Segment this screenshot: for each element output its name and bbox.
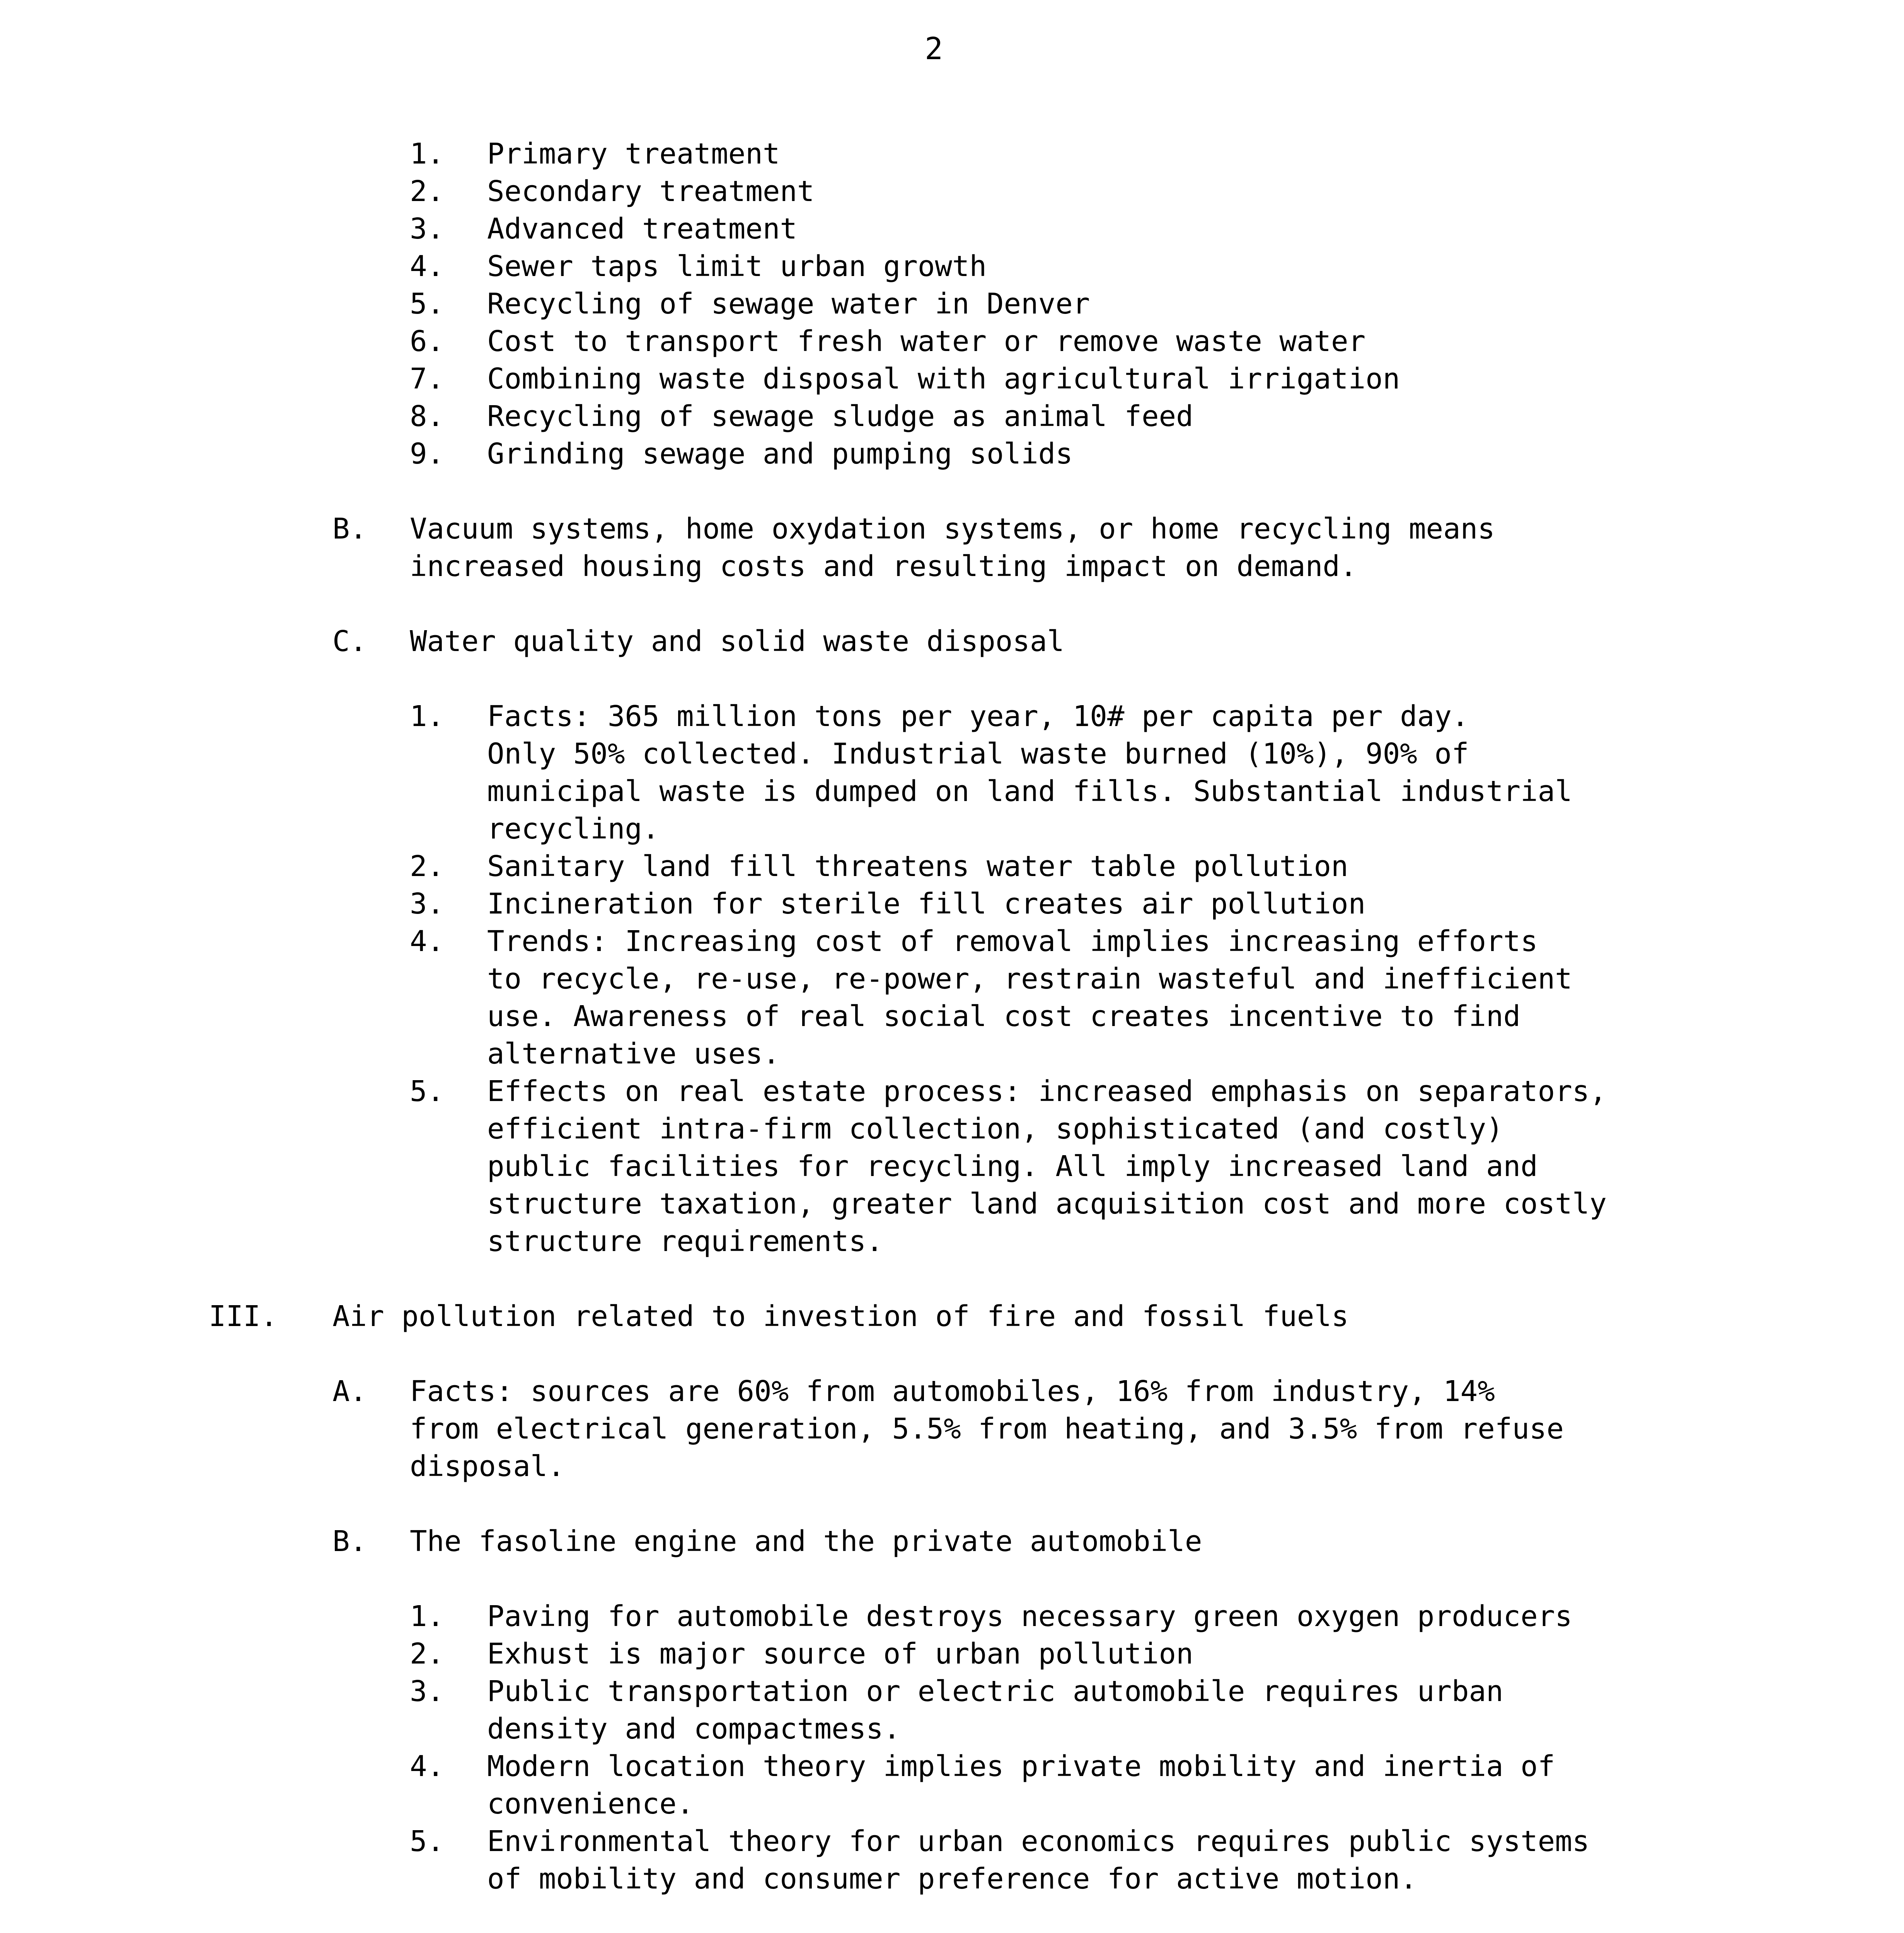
subsection-c	[209, 623, 1825, 660]
list-item	[209, 248, 1825, 285]
list-text: Recycling of sewage sludge as animal feed	[487, 400, 1193, 433]
subsection-text: Water quality and solid waste disposal	[410, 625, 1064, 658]
list-item	[209, 173, 1825, 210]
list-text: Environmental theory for urban economics requires public systems of mobility and consumer preference for active motion.	[487, 1825, 1590, 1895]
list-marker: 4.	[410, 925, 445, 958]
paragraph-gap	[209, 585, 1825, 623]
document-content	[209, 135, 1825, 1933]
paragraph-gap	[209, 1898, 1825, 1933]
list-text: Sanitary land fill threatens water table pollution	[487, 850, 1348, 883]
list-marker: 3.	[410, 1675, 445, 1708]
subsection-text: Vacuum systems, home oxydation systems, or home recycling means increased housing costs and resulting impact on demand.	[410, 512, 1495, 583]
list-text: Advanced treatment	[487, 212, 797, 245]
list-text: Facts: 365 million tons per year, 10# per capita per day. Only 50% collected. Industrial waste burned (10%), 90% of municipal waste is dumped on land fills. Substantial industrial recycling.	[487, 700, 1572, 845]
list-text: Paving for automobile destroys necessary green oxygen producers	[487, 1600, 1572, 1633]
list-item	[209, 1598, 1825, 1635]
list-marker: 4.	[410, 1750, 445, 1783]
list-marker: 9.	[410, 437, 445, 470]
list-item	[209, 323, 1825, 360]
water-quality-list	[209, 698, 1825, 1260]
list-item	[209, 1673, 1825, 1748]
list-item	[209, 1823, 1825, 1898]
subsection-text: Facts: sources are 60% from automobiles, 16% from industry, 14% from electrical generation, 5.5% from heating, and 3.5% from refuse disposal.	[410, 1375, 1564, 1483]
list-marker: 2.	[410, 1637, 445, 1670]
subsection-marker: B.	[332, 512, 367, 545]
list-item	[209, 848, 1825, 885]
subsection-marker: B.	[332, 1525, 367, 1558]
list-item	[209, 135, 1825, 173]
list-item	[209, 435, 1825, 473]
paragraph-gap	[209, 1260, 1825, 1298]
list-text: Public transportation or electric automobile requires urban density and compactmess.	[487, 1675, 1503, 1745]
section-title: Air pollution related to investion of fire and fossil fuels	[332, 1300, 1349, 1333]
list-marker: 8.	[410, 400, 445, 433]
list-text: Combining waste disposal with agricultural irrigation	[487, 362, 1400, 395]
list-text: Secondary treatment	[487, 175, 815, 208]
list-item	[209, 698, 1825, 848]
list-marker: 3.	[410, 212, 445, 245]
section-marker: III.	[209, 1300, 278, 1333]
subsection-iii-a	[209, 1373, 1825, 1485]
list-text: Sewer taps limit urban growth	[487, 250, 987, 283]
list-text: Primary treatment	[487, 137, 780, 170]
list-text: Trends: Increasing cost of removal implies increasing efforts to recycle, re-use, re-power, restrain wasteful and inefficient use. Awareness of real social cost creates incentive to find alternative uses.	[487, 925, 1572, 1070]
paragraph-gap	[209, 1335, 1825, 1373]
list-text: Effects on real estate process: increased emphasis on separators, efficient intra-firm collection, sophisticated (and costly) public facilities for recycling. All imply increased land and structure taxation, greater land acquisition cost and more costly structure requirements.	[487, 1075, 1607, 1258]
list-item	[209, 210, 1825, 248]
first-numbered-list	[209, 135, 1825, 473]
list-item	[209, 360, 1825, 398]
list-marker: 5.	[410, 287, 445, 320]
list-marker: 6.	[410, 325, 445, 358]
list-marker: 3.	[410, 887, 445, 920]
list-item	[209, 285, 1825, 323]
list-item	[209, 923, 1825, 1073]
subsection-marker: C.	[332, 625, 367, 658]
list-marker: 7.	[410, 362, 445, 395]
section-iii-heading	[209, 1298, 1825, 1335]
list-text: Modern location theory implies private mobility and inertia of convenience.	[487, 1750, 1555, 1820]
automobile-list	[209, 1598, 1825, 1898]
list-item	[209, 398, 1825, 435]
paragraph-gap	[209, 1560, 1825, 1598]
list-text: Grinding sewage and pumping solids	[487, 437, 1073, 470]
list-item	[209, 1073, 1825, 1260]
subsection-iii-b	[209, 1523, 1825, 1560]
list-marker: 1.	[410, 1600, 445, 1633]
list-marker: 5.	[410, 1825, 445, 1858]
list-text: Exhust is major source of urban pollution	[487, 1637, 1193, 1670]
list-marker: 1.	[410, 137, 445, 170]
subsection-b	[209, 510, 1825, 585]
page-number: 2	[925, 32, 943, 66]
list-text: Incineration for sterile fill creates air pollution	[487, 887, 1366, 920]
list-marker: 4.	[410, 250, 445, 283]
list-marker: 5.	[410, 1075, 445, 1108]
list-text: Recycling of sewage water in Denver	[487, 287, 1090, 320]
list-item	[209, 1748, 1825, 1823]
list-text: Cost to transport fresh water or remove waste water	[487, 325, 1366, 358]
paragraph-gap	[209, 1485, 1825, 1523]
list-marker: 2.	[410, 850, 445, 883]
list-marker: 1.	[410, 700, 445, 733]
paragraph-gap	[209, 473, 1825, 510]
subsection-text: The fasoline engine and the private automobile	[410, 1525, 1202, 1558]
subsection-marker: A.	[332, 1375, 367, 1408]
list-marker: 2.	[410, 175, 445, 208]
list-item	[209, 885, 1825, 923]
list-item	[209, 1635, 1825, 1673]
paragraph-gap	[209, 660, 1825, 698]
